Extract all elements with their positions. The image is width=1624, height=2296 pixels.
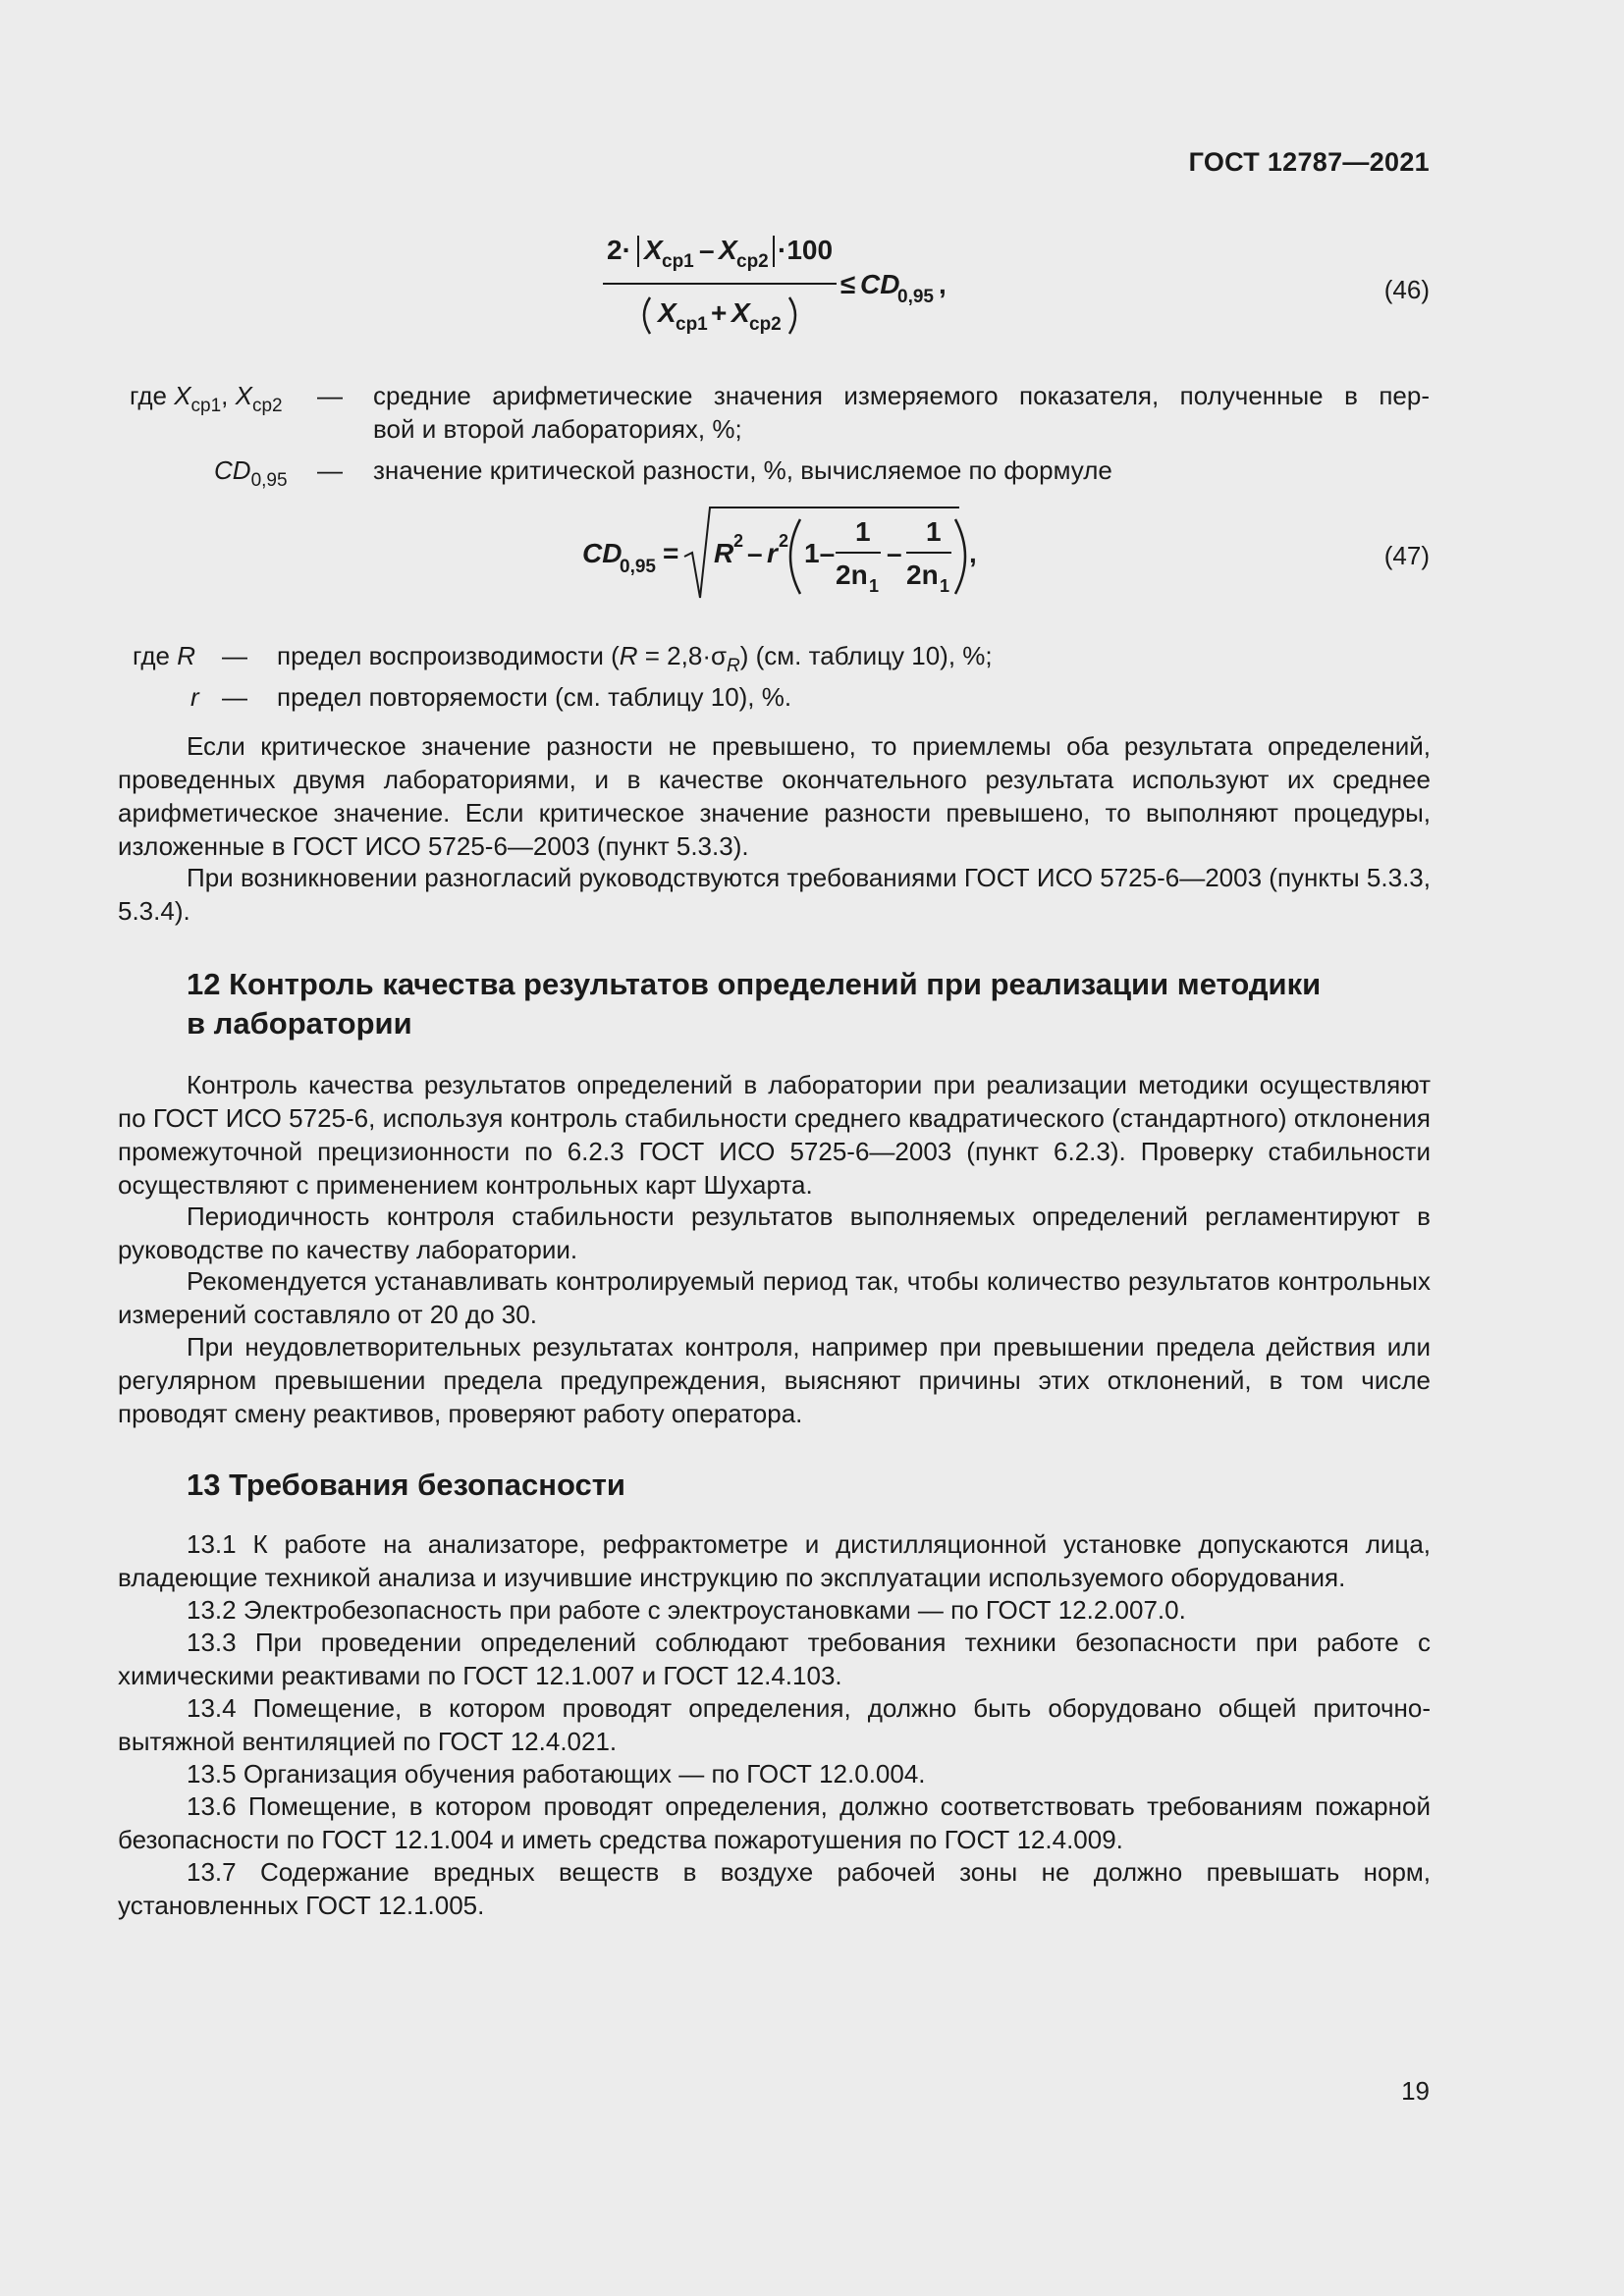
- svg-text:2n: 2n: [836, 560, 868, 590]
- svg-text:=: =: [663, 538, 679, 568]
- svg-text:2: 2: [779, 531, 789, 551]
- section-13-item-6: 13.6 Помещение, в котором проводят определения, должно соответствовать требованиям пожарной безопасности по ГОСТ 12.1.004 и иметь средства пожаротушения по ГОСТ 12.4.009.: [118, 1791, 1431, 1854]
- formula-46: [589, 224, 1001, 351]
- where1-text-line2: вой и второй лабораториях, %;: [373, 414, 742, 444]
- paragraph-critical-difference: Если критическое значение разности не превышено, то приемлемы оба результата определений, проведенных двумя лабораториями, и в качестве окончательного результата используют их среднее арифметическое значение. Если критическое значение разности превышено, то выполняют процедуры, изложенные в ГОСТ ИСО 5725-6—2003 (пункт 5.3.3).: [118, 731, 1431, 861]
- where2-dash2: —: [222, 682, 247, 712]
- svg-text:X: X: [719, 235, 737, 265]
- svg-text:≤: ≤: [840, 269, 856, 299]
- svg-text:ср2: ср2: [749, 314, 782, 335]
- section-13-item-1: 13.1 К работе на анализаторе, рефрактометре и дистилляционной установке допускаются лица, владеющие техникой анализа и изучившие инструкцию по эксплуатации используемого оборудования.: [118, 1529, 1431, 1592]
- where2-text-r: предел повторяемости (см. таблицу 10), %.: [277, 682, 792, 712]
- section-13-item-7: 13.7 Содержание вредных веществ в воздухе рабочей зоны не должно превышать норм, установленных ГОСТ 12.1.005.: [118, 1857, 1431, 1920]
- svg-text:0,95: 0,95: [897, 287, 934, 307]
- section-13-item-4: 13.4 Помещение, в котором проводят определения, должно быть оборудовано общей приточно-вытяжной вентиляцией по ГОСТ 12.4.021.: [118, 1693, 1431, 1756]
- where2-text-R: предел воспроизводимости $(R = 2,8\cdot\sigma_R)$ (см. таблицу 10), %;: [277, 641, 993, 676]
- where2-prefix: где R: [133, 641, 195, 670]
- svg-text:1: 1: [940, 576, 950, 596]
- svg-text:2: 2: [733, 531, 744, 551]
- where2-r-symbol: r: [190, 682, 199, 712]
- svg-text:ср2: ср2: [736, 251, 769, 272]
- section-12-paragraph-2: Периодичность контроля стабильности результатов выполняемых определений регламентируют в руководстве по качеству лаборатории.: [118, 1201, 1431, 1264]
- svg-text:1: 1: [869, 576, 880, 596]
- document-header-id: ГОСТ 12787—2021: [1188, 147, 1430, 177]
- section-12-paragraph-4: При неудовлетворительных результатах контроля, например при превышении предела действия или регулярном превышении предела предупреждения, выясняют причины этих отклонений, в том числе проводят смену реактивов, проверяют работу оператора.: [118, 1332, 1431, 1428]
- section-13-item-5: 13.5 Организация обучения работающих — по ГОСТ 12.0.004.: [187, 1759, 926, 1789]
- svg-text:·100: ·100: [778, 235, 834, 265]
- svg-text:,: ,: [939, 269, 947, 299]
- svg-text:X: X: [644, 235, 663, 265]
- where1-text3: значение критической разности, %, вычисляемое по формуле: [373, 455, 1112, 485]
- svg-text:1–: 1–: [804, 538, 836, 568]
- svg-text:+: +: [711, 297, 728, 328]
- f46-two: 2·: [607, 235, 631, 265]
- section-12-title: 12 Контроль качества результатов определений при реализации методики в лаборатории: [187, 967, 1322, 1041]
- where1-text-line1: средние арифметические значения измеряемого показателя, полученные в пер-: [373, 381, 1430, 410]
- svg-text:ср1: ср1: [676, 314, 708, 335]
- svg-text:–: –: [699, 235, 715, 265]
- section-13-title: 13 Требования безопасности: [187, 1468, 625, 1502]
- svg-text:CD: CD: [860, 269, 900, 299]
- equation-number-47: (47): [1383, 541, 1430, 570]
- paragraph-disagreement: При возникновении разногласий руководствуются требованиями ГОСТ ИСО 5725-6—2003 (пункты 5.3.3, 5.3.4).: [118, 863, 1431, 926]
- section-12-paragraph-3: Рекомендуется устанавливать контролируемый период так, чтобы количество результатов контрольных измерений составляло от 20 до 30.: [118, 1266, 1431, 1329]
- svg-text:r: r: [767, 538, 778, 568]
- svg-text:1: 1: [926, 516, 942, 547]
- formula-47: [574, 496, 987, 606]
- page-number: 19: [1401, 2076, 1430, 2106]
- where1-dash2: —: [317, 455, 343, 485]
- svg-text:1: 1: [855, 516, 871, 547]
- svg-text:–: –: [887, 538, 902, 568]
- equation-number-46: (46): [1383, 275, 1430, 304]
- where1-cd-symbol: $CD_{0,95}$: [214, 455, 288, 491]
- svg-text:R: R: [714, 538, 734, 568]
- where1-dash: —: [317, 381, 343, 410]
- svg-text:–: –: [747, 538, 763, 568]
- where2-dash: —: [222, 641, 247, 670]
- section-13-item-2: 13.2 Электробезопасность при работе с электроустановками — по ГОСТ 12.2.007.0.: [187, 1595, 1186, 1625]
- svg-text:CD: CD: [582, 538, 623, 568]
- svg-text:ср1: ср1: [662, 251, 694, 272]
- svg-text:,: ,: [969, 538, 977, 568]
- svg-text:2n: 2n: [906, 560, 939, 590]
- section-12-paragraph-1: Контроль качества результатов определений в лаборатории при реализации методики осуществляют по ГОСТ ИСО 5725-6, используя контроль стабильности среднего квадратического (стандартного) отклонения промежуточной прецизионности по 6.2.3 ГОСТ ИСО 5725-6—2003 (пункт 6.2.3). Проверку стабильности осуществляют с применением контрольных карт Шухарта.: [118, 1070, 1431, 1200]
- svg-text:X: X: [731, 297, 750, 328]
- where1-prefix: где $X_{ср1}$, $X_{ср2}$: [130, 381, 283, 416]
- svg-text:0,95: 0,95: [620, 557, 656, 577]
- section-13-item-3: 13.3 При проведении определений соблюдают требования техники безопасности при работе с химическими реактивами по ГОСТ 12.1.007 и ГОСТ 12.4.103.: [118, 1628, 1431, 1690]
- svg-text:X: X: [658, 297, 677, 328]
